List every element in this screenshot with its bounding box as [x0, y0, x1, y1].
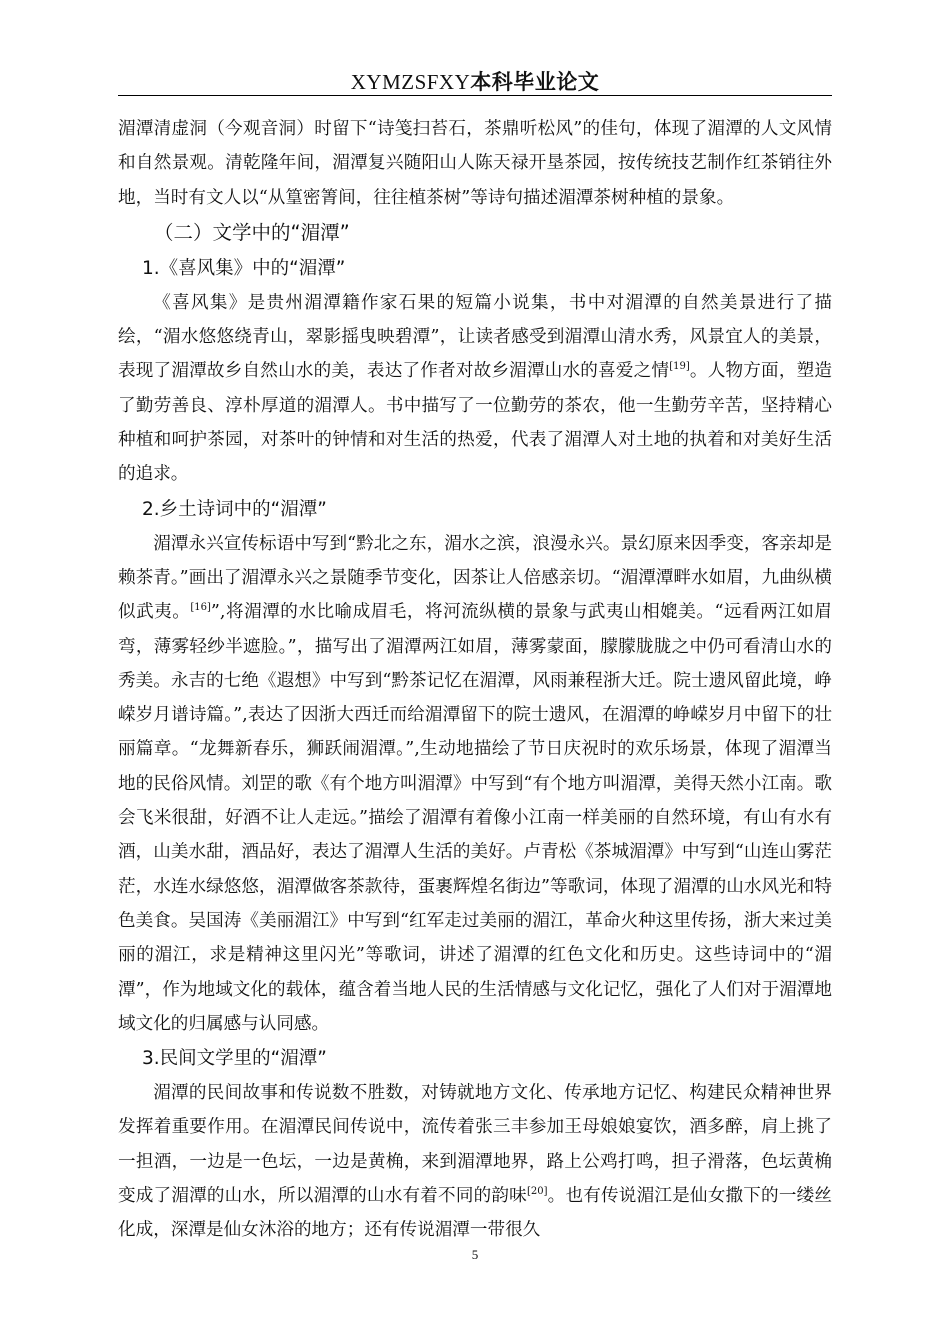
- page-number: 5: [471, 1247, 479, 1262]
- subsection-heading-2: 2.乡土诗词中的“湄潭”: [142, 498, 327, 520]
- header-code: XYMZSFXY: [350, 70, 471, 94]
- citation: [16]: [190, 602, 211, 614]
- paragraph-continued: 湄潭清虚洞（今观音洞）时留下“诗笺扫苔石，茶鼎听松风”的佳句，体现了湄潭的人文风情和自然景观。清乾隆年间，湄潭复兴随阳山人陈天禄开垦茶园，按传统技艺制作红茶销往外地，当时有文人以“从篁密箐间，往往植茶树”等诗句描述湄潭茶树种植的景象。: [118, 119, 832, 208]
- paragraph-folklore: [118, 1076, 832, 1247]
- page-header: [118, 66, 832, 96]
- paragraph-text: 湄潭永兴宣传标语中写到“黔北之东，湄水之滨，浪漫永兴。景幻原来因季变，客亲却是赖茶青。”画出了湄潭永兴之景随季节变化，因茶让人倍感亲切。“湄潭潭畔水如眉，九曲纵横似武夷。: [118, 533, 832, 623]
- subsection-heading-1: 1.《喜风集》中的“湄潭”: [142, 257, 346, 279]
- paragraph-text: 《喜风集》是贵州湄潭籍作家石果的短篇小说集，书中对湄潭的自然美景进行了描绘，“湄水悠悠绕青山，翠影摇曳映碧潭”，让读者感受到湄潭山清水秀，风景宜人的美景，表现了湄潭故乡自然山水的美，表达了作者对故乡湄潭山水的喜爱之情: [118, 292, 832, 382]
- paragraph-text: ”,将湄潭的水比喻成眉毛，将河流纵横的景象与武夷山相媲美。“远看两江如眉弯，薄雾轻纱半遮脸。”，描写出了湄潭两江如眉，薄雾蒙面，朦朦胧胧之中仍可看清山水的秀美。永吉的七绝《遐想》中写到“黔茶记忆在湄潭，风雨兼程浙大迁。院士遗风留此境，峥嵘岁月谱诗篇。”,表达了因浙大西迁而给湄潭留下的院士遗风，在湄潭的峥嵘岁月中留下的壮丽篇章。“龙舞新春乐，狮跃闹湄潭。”,生动地描绘了节日庆祝时的欢乐场景，体现了湄潭当地的民俗风情。刘罡的歌《有个地方叫湄潭》中写到“有个地方叫湄潭，美得天然小江南。歌会飞米很甜，好酒不让人走远。”描绘了湄潭有着像小江南一样美丽的自然环境，有山有水有酒，山美水甜，酒品好，表达了湄潭人生活的美好。卢青松《茶城湄潭》中写到“山连山雾茫茫，水连水绿悠悠，湄潭做客茶款待，蛋裹辉煌名街边”等歌词，体现了湄潭的山水风光和特色美食。吴国涛《美丽湄江》中写到“红军走过美丽的湄江，革命火种这里传扬，浙大来过美丽的湄江，求是精神这里闪光”等歌词，讲述了湄潭的红色文化和历史。这些诗词中的“湄潭”，作为地域文化的载体，蕴含着当地人民的生活情感与文化记忆，强化了人们对于湄潭地域文化的归属感与认同感。: [118, 602, 832, 1034]
- citation: [19]: [669, 361, 690, 373]
- citation: [20]: [526, 1186, 548, 1198]
- paragraph-xifengji: [118, 286, 832, 492]
- paragraph-text: 湄潭的民间故事和传说数不胜数，对铸就地方文化、传承地方记忆、构建民众精神世界发挥着重要作用。在湄潭民间传说中，流传着张三丰参加王母娘娘宴饮，酒多醉，肩上挑了一担酒，一边是一色坛，一边是黄桷，来到湄潭地界，路上公鸡打鸣，担子滑落，色坛黄桷变成了湄潭的山水，所以湄潭的山水有着不同的韵味: [118, 1083, 832, 1207]
- subsection-heading-3: 3.民间文学里的“湄潭”: [142, 1048, 327, 1070]
- header-rule: [118, 95, 832, 96]
- header-title: 本科毕业论文: [470, 70, 600, 94]
- section-heading: （二）文学中的“湄潭”: [154, 220, 350, 244]
- paragraph-text: 。也有传说湄江是仙女撒下的一缕丝化成，深潭是仙女沐浴的地方；还有传说湄潭一带很久: [118, 1186, 832, 1241]
- document-body: [118, 112, 832, 1248]
- paragraph-text: 。人物方面，塑造了勤劳善良、淳朴厚道的湄潭人。书中描写了一位勤劳的茶农，他一生勤劳辛苦，坚持精心种植和呵护茶园，对茶叶的钟情和对生活的热爱，代表了湄潭人对土地的执着和对美好生活的追求。: [118, 361, 832, 485]
- paragraph-poetry: [118, 527, 832, 1041]
